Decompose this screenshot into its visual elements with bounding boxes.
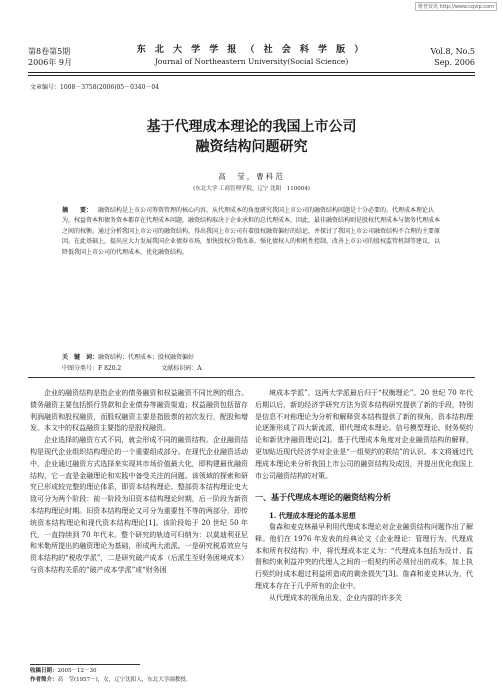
subsection-heading: 1. 代理成本理论的基本思想 [269,511,356,521]
section-heading: 一、基于代理成本理论的融资结构分析 [255,492,391,503]
clc-number: 中图分类号：F 820.2 [62,365,122,372]
paragraph: 企业选择的融资方式不同，就会形成不同的融资结构。企业融资结构是现代企业组织结构理论的一个重要组成部分。在现代企业融资活动中，企业通过融资方式选择来实现其市场价值最大化，即构建最优融资结构，它一直是金融理论和实践中备受关注的问题。该领域的探索和研究已形成较完整的理论体系，即资本结构理论。整部资本结构理论史大致可分为两个阶段：前一阶段为旧资本结构理论时期，后一阶段为新资本结构理论时期。旧资本结构理论又可分为重要性不等的两部分，即传统资本结构理论和现代资本结构理论[1]。该阶段始于 20 世纪 50 年代，一直持续到 70 年代末。整个研究的轨迹可归纳为：以莫迪利亚尼和米勒所提出的融资理论为基础，形成两大流派。一是研究税盾效应与资本结构的“税收学派”，二是研究破产成本（后派生至财务困境成本）与资本结构关系的“破产成本学派”或“财务困 [30,436,248,574]
classification [62,363,242,372]
volume-en: Vol.8, No.5 [430,47,475,56]
abstract-rule [28,377,475,378]
received-label: 收稿日期： [30,668,58,674]
received-date: 2005－12－30 [57,668,97,674]
keywords [62,352,194,361]
abstract [62,206,444,258]
date-en: Sep. 2006 [434,58,475,67]
paragraph: 詹森和麦克林最早利用代理成本理论对企业融资结构问题作出了解释。他们在 1976 年发表的经典论文《企业理论：管理行为、代理成本和所有权结构》中，将代理成本定义为：“代理成本包括为设计、监督和约束利益冲突的代理人之间的一组契约所必须付出的成本，加上执行契约时成本超过利益所造成的剩余损失”[3]。詹森和麦克林认为，代理成本存在于几乎所有的企业中。 [255,522,473,590]
paragraph: 境成本学派”，这两大学派最后归于“权衡理论”。20 世纪 70 年代后期以后，新的经济学研究方法为资本结构研究提供了新的手段，特别是信息不对称理论为分析和解释资本结构提供了新的视角，资本结构理论逐渐形成了四大新流派，即代理成本理论、信号模型理论、财务契约论和新优序融资理论[2]。基于代理成本角度对企业融资结构的解释，更加贴近现代经济学对企业是“一组契约的联结”的认识。本文将通过代理成本理论来分析我国上市公司的融资结构及成因，并提出优化我国上市公司融资结构的对策。 [255,389,473,480]
header-rule [28,72,475,73]
abstract-text: 融资结构是上市公司筹资管理的核心内容，从代理成本的角度研究我国上市公司的融资结构问题是十分必要的。代理成本理论认为，权益资本和债务资本都存在代理成本问题，融资结构取决于企业承担的总代理成本，因此，最佳融资结构则是股权代理成本与债务代理成本之间的权衡。通过分析我国上市公司的融资结构，得出我国上市公司有着股权融资偏好的结论，并探讨了我国上市公司融资结构不合理的主要原因。在此基础上，提出应大力发展我国企业债券市场，加快股权分置改革，强化债权人的相机性控制，改善上市公司的股权监管机制等建议，以降低我国上市公司的代理成本，优化融资结构。 [62,207,441,256]
paragraph: 企业的融资结构是指企业的债务融资和权益融资不同比例的组合。债务融资主要包括银行贷款和企业债券等融资渠道；权益融资包括留存利润融资和股权融资，而股权融资主要是指股票的初次发行，配股和增发。本文中的权益融资主要指的是股权融资。 [30,389,248,433]
keywords-text: 融资结构；代理成本；股权融资偏好 [98,354,195,361]
affiliation: (东北大学 工商管理学院，辽宁 沈阳 110004) [193,186,310,192]
journal-name-cn: 东 北 大 学 学 报 （ 社 会 科 学 版 ） [136,45,367,55]
document-code: 文献标识码：A [161,365,202,372]
watermark-stamp: 维普资讯 http://www.cqvip.com [415,2,497,11]
authors: 高 莹，曹科范 [218,172,285,181]
journal-name-en: Journal of Northeastern University(Social Science) [154,57,349,66]
title-line-1: 基于代理成本理论的我国上市公司 [146,119,357,135]
volume-cn: 第8卷第5期 [28,47,71,56]
header-right [431,46,475,68]
body-column-right [255,388,473,605]
author-bio-label: 作者简介： [30,677,58,683]
header-rule-thin [28,75,475,76]
abstract-label: 摘 要： [62,207,93,214]
date-cn: 2006年 9月 [28,58,72,67]
footnote [30,667,191,685]
body-column-left [30,388,248,577]
author-bio: 高 莹(1957－)，女，辽宁沈阳人，东北大学副教授。 [57,677,192,683]
paper-title [0,117,503,157]
title-line-2: 融资结构问题研究 [195,139,308,155]
keywords-label: 关 键 词： [62,354,99,361]
journal-header [0,44,503,68]
article-number: 文章编号：1008－3758(2006)05－0340－04 [30,84,160,91]
footnote-rule [30,664,140,665]
paragraph: 从代理成本的视角出发，企业内部的许多关 [269,593,402,602]
